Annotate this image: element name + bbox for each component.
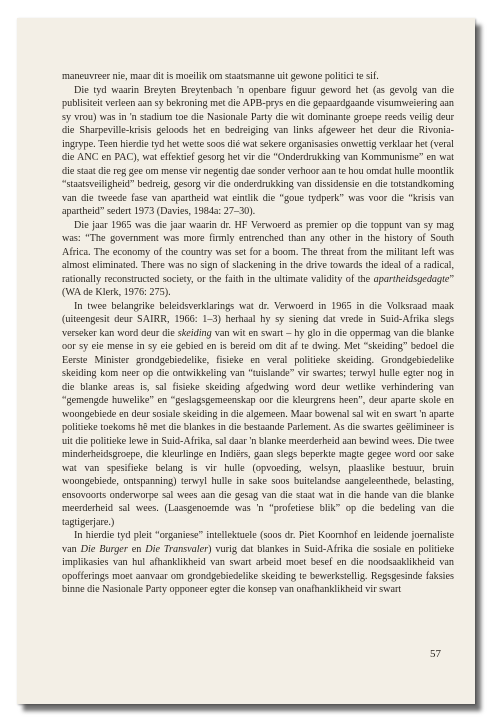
body-text bbox=[62, 70, 454, 597]
paragraph-1 bbox=[62, 70, 454, 84]
paragraph-4-text-a: In twee belangrike beleidsverklarings wat dr. Verwoerd in 1965 in die Volksraad maak (uiteengesit deur SAIRR, 1966: 1–3) herhaal hy sy siening dat vrede in Suid-Afrika slegs verseker kan word deur die bbox=[62, 300, 454, 339]
book-page bbox=[17, 18, 475, 704]
paragraph-2 bbox=[62, 84, 454, 219]
paragraph-1-text: maneuvreer nie, maar dit is moeilik om staatsmanne uit gewone politici te sif. bbox=[62, 71, 379, 82]
paragraph-5-italic-b: Die Transvaler bbox=[145, 543, 209, 555]
paragraph-4-italic: skeiding bbox=[177, 327, 212, 339]
paragraph-4-text-b: van wit en swart – hy glo in die oppermag van die blanke oor sy eie mense in sy eie gebied en is bereid om dit af te dwing. Met “skeiding” bedoel die Eerste Minister grondgebiedelike, fisieke en veral politieke skeiding. Grondgebiedelike skeiding kom neer op die ontwikkeling van “tuislande” vir swartes; terwyl hulle egter nog in die blanke areas is, sal fisieke skeiding afgedwing word deur wetlike verhindering van “gemengde huwelike” en “geslagsgemeenskap oor die kleurgrens heen”, deur aparte skole en woongebiede en deur sosiale skeiding in die algemeen. Maar bowenal sal wit en swart 'n aparte politieke toekoms hê met die blankes in die bestaande Parlement. As die swartes geëlimineer is uit die politieke lewe in Suid-Afrika, sal daar 'n blanke meerderheid aan bewind wees. Die twee minderheidsgroepe, die kleurlinge en Indiërs, gaan slegs beperkte magte gegee word oor sake wat van spesifieke belang is vir hulle (opvoeding, welsyn, plaaslike bestuur, bruin woongebiede, ontspanning) terwyl hulle in sake soos buitelandse aangeleenthede, belasting, ensovoorts onderworpe sal wees aan die gesag van die staat wat in die hande van die blanke meerderheid sal wees. (Laasgenoemde was 'n “profetiese blik” op die bedeling van die tagtigerjare.) bbox=[62, 327, 454, 528]
paragraph-5-text-b: en bbox=[127, 543, 146, 555]
paragraph-3-italic: apartheidsgedagte bbox=[373, 273, 450, 285]
page-number: 57 bbox=[430, 648, 441, 660]
paragraph-5-text-c: ) vurig dat blankes in Suid-Afrika die sosiale en politieke implikasies van hul afhanklikheid van swart arbeid moet besef en die noodsaaklikheid van opofferings moet aanvaar om grondgebiedelike skeiding te bewerkstellig. Regsgesinde faksies binne die Nasionale Party opponeer egter die konsep van onafhanklikheid vir swart bbox=[62, 543, 454, 595]
paragraph-2-text: Die tyd waarin Breyten Breytenbach 'n openbare figuur geword het (as gevolg van die publisiteit verleen aan sy bekroning met die APB-prys en die gepaardgaande visumweiering aan sy vrou) was in 'n stadium toe die Nasionale Party die wit dominante groepe reeds veilig deur die Sharpeville-krisis geloods het en bedreiging van links afgeweer het deur die Rivonia-ingrype. Teen hierdie tyd het wette soos dié wat sekere organisasies onwettig verklaar het (veral die ANC en PAC), wat effektief gesorg het vir die “Onderdrukking van Kommunisme” en wat die staat die reg gee om mense vir negentig dae sonder verhoor aan te hou omdat hulle moontlik “staatsveiligheid” bedreig, gesorg vir die onderdrukking van dissidensie en die totstandkoming van die tweede fase van apartheid wat eintlik die “goue tydperk” was voor die “krisis van apartheid” sedert 1973 (Davies, 1984a: 27–30). bbox=[62, 84, 454, 217]
paragraph-4 bbox=[62, 300, 454, 530]
paragraph-3 bbox=[62, 219, 454, 300]
paragraph-5-text-a: In hierdie tyd pleit “organiese” intellektuele (soos dr. Piet Koornhof en leidende joernaliste van bbox=[62, 530, 454, 555]
paragraph-5-italic-a: Die Burger bbox=[80, 543, 128, 555]
paragraph-3-citation: ” (WA de Klerk, 1976: 275). bbox=[62, 273, 454, 298]
paragraph-3-text: Die jaar 1965 was die jaar waarin dr. HF Verwoerd as premier op die toppunt van sy mag was: “The government was more firmly entrenched than any other in the history of South Africa. The economy of the country was set for a boom. The threat from the militant left was almost eliminated. There was no sign of slackening in the drive towards the ideal of a radical, rationally reconstructed society, or the faith in the ultimate validity of the bbox=[62, 219, 454, 285]
paragraph-5 bbox=[62, 529, 454, 597]
